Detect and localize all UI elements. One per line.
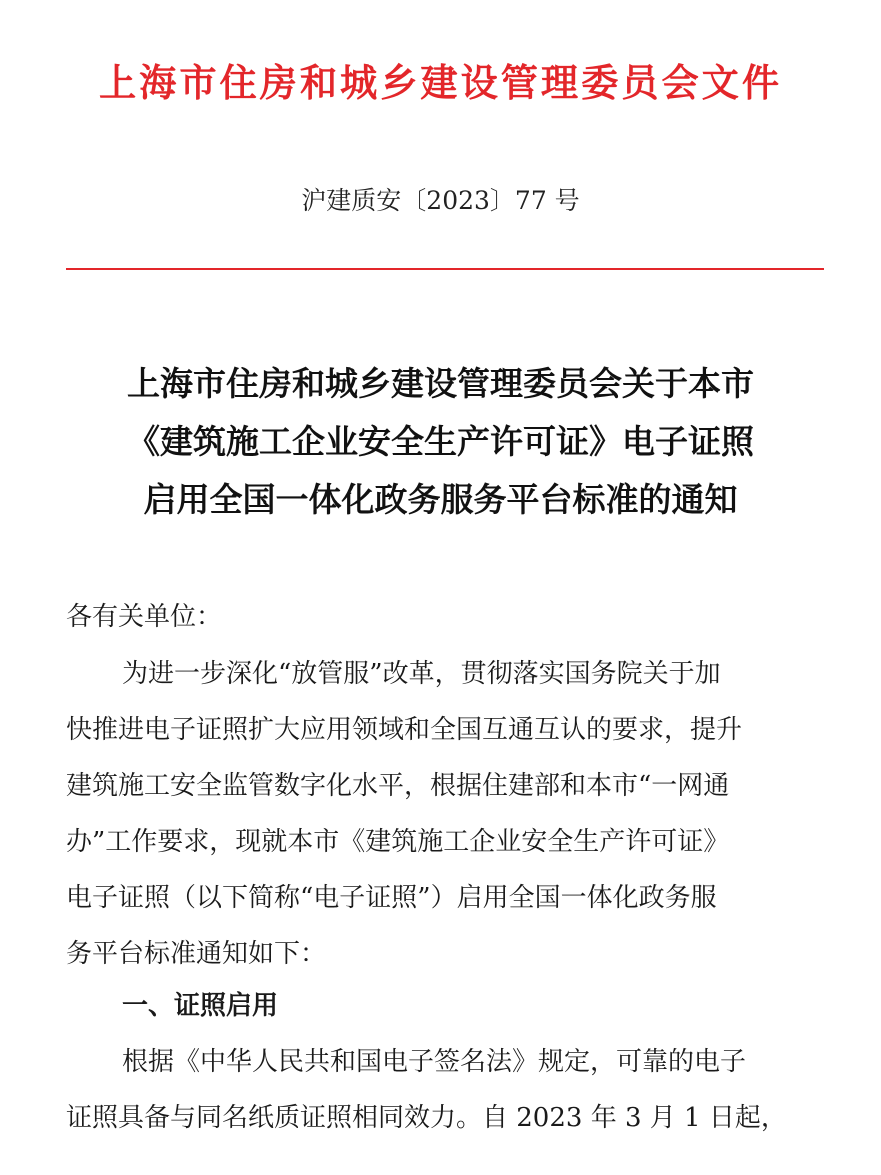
paragraph-line: 务平台标准通知如下： — [66, 939, 327, 969]
paragraph-line: 为进一步深化“放管服”改革，贯彻落实国务院关于加 — [122, 659, 721, 689]
notice-title — [40, 355, 841, 529]
paragraph-line: 根据《中华人民共和国电子签名法》规定，可靠的电子 — [122, 1047, 747, 1077]
body-paragraph-2 — [66, 1034, 828, 1146]
issuer-title: 上海市住房和城乡建设管理委员会文件 — [98, 61, 783, 105]
document-number: 沪建质安〔2023〕77 号 — [301, 186, 580, 215]
section-heading: 一、证照启用 — [122, 991, 279, 1021]
paragraph-line: 电子证照（以下简称“电子证照”）启用全国一体化政务服 — [66, 883, 717, 913]
paragraph-line: 证照具备与同名纸质证照相同效力。自 2023 年 3 月 1 日起， — [66, 1103, 787, 1133]
red-divider-line — [66, 268, 824, 270]
paragraph-line: 建筑施工安全监管数字化水平，根据住建部和本市“一网通 — [66, 771, 730, 801]
body-paragraph-1 — [66, 646, 828, 982]
salutation: 各有关单位： — [66, 602, 223, 632]
paragraph-line: 快推进电子证照扩大应用领域和全国互通互认的要求，提升 — [66, 715, 743, 745]
notice-title-line: 启用全国一体化政务服务平台标准的通知 — [143, 480, 738, 519]
paragraph-line: 办”工作要求，现就本市《建筑施工企业安全生产许可证》 — [66, 827, 730, 857]
notice-title-line: 《建筑施工企业安全生产许可证》电子证照 — [127, 422, 754, 461]
notice-title-line: 上海市住房和城乡建设管理委员会关于本市 — [127, 364, 754, 403]
